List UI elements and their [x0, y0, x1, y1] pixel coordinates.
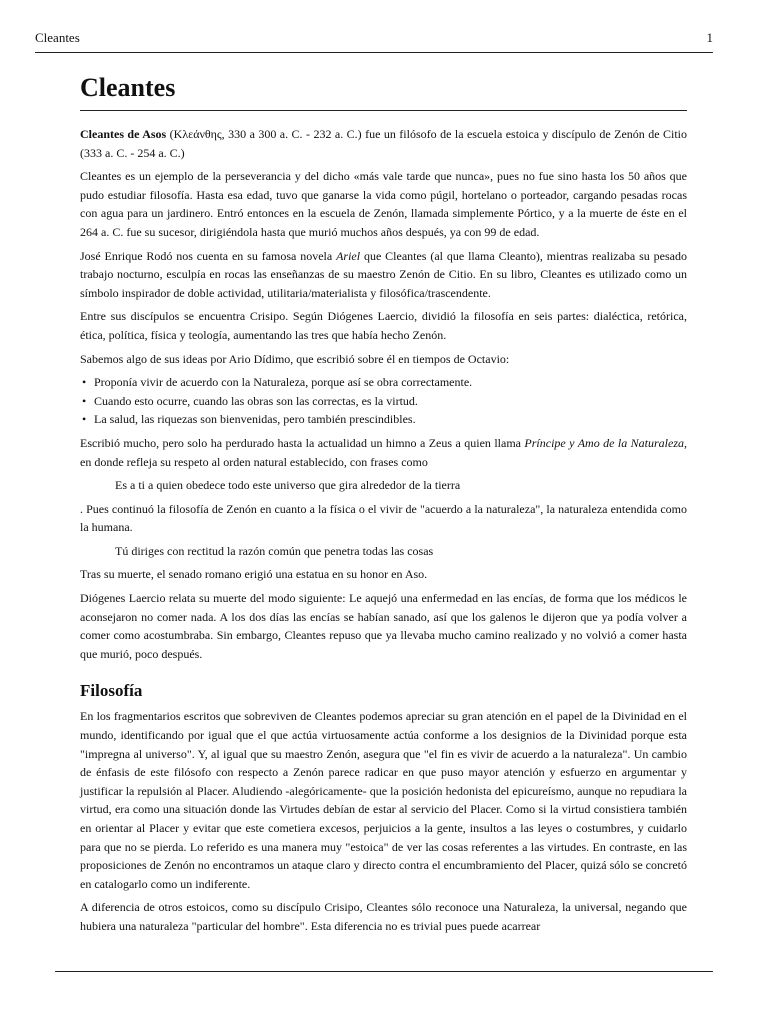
list-item: • Proponía vivir de acuerdo con la Naturaleza, porque así se obra correctamente. — [80, 373, 687, 392]
paragraph-philosophy-2: A diferencia de otros estoicos, como su discípulo Crisipo, Cleantes sólo reconoce una Naturaleza, la universal, negando que hubiera una naturaleza "particular del hombre". Esta diferencia no es trivial pues puede acarrear — [80, 900, 687, 933]
list-item: • La salud, las riquezas son bienvenidas, pero también prescindibles. — [80, 410, 687, 429]
paragraph-statue: Tras su muerte, el senado romano erigió una estatua en su honor en Aso. — [80, 567, 428, 582]
article-body — [80, 70, 687, 941]
rodo-text-b: que Cleantes (al que llama Cleanto), mientras realizaba su pesado trabajo nocturno, esculpía en rocas las enseñanzas de su maestro Zenón de Citio. En su libro, Cleantes es utilizado como un símbolo inspirador de doble actividad, utilitaria/materialista y filosófica/trascendente. — [80, 248, 687, 300]
paragraph-ario: Sabemos algo de sus ideas por Ario Dídimo, que escribió sobre él en tiempos de Octavio: — [80, 351, 510, 366]
page-title: Cleantes — [80, 70, 687, 111]
ideas-list — [80, 373, 687, 429]
paragraph-perseverance: Cleantes es un ejemplo de la perseverancia y del dicho «más vale tarde que nunca», pues no fue sino hasta los 50 años que pudo estudiar filosofía. Hasta esa edad, tuvo que ganarse la vida como púgil, hortelano o porteador, cargando pesadas rocas con agua para un jardinero. Entró entonces en la escuela de Zenón, llamada simplemente Pórtico, y a la muerte de éste en el 264 a. C. fue su sucesor, dirigiéndola hasta que murió muchos años después, ya con 99 de edad. — [80, 169, 687, 239]
intro-name: Cleantes de Asos — [80, 127, 167, 141]
hymn-text-a: Escribió mucho, pero solo ha perdurado hasta la actualidad un himno a Zeus a quien llama — [80, 435, 525, 450]
rodo-text-a: José Enrique Rodó nos cuenta en su famosa novela — [80, 248, 337, 263]
page-number: 1 — [706, 30, 713, 45]
hymn-text-b: , en donde refleja su respeto al orden natural establecido, con frases como — [80, 435, 687, 469]
hymn-title: Príncipe y Amo de la Naturaleza — [524, 435, 684, 450]
intro-rest: (Κλεάνθης, 330 a 300 a. C. - 232 a. C.) fue un filósofo de la escuela estoica y discípulo de Zenón de Citio (333 a. C. - 254 a. C.) — [80, 127, 688, 160]
paragraph-philosophy-1: En los fragmentarios escritos que sobreviven de Cleantes podemos apreciar su gran atención en el papel de la Divinidad en el mundo, identificando por igual que el que actúa virtuosamente actúa conforme a los designios de la Divinidad porque esta "impregna al universo". Y, al igual que su maestro Zenón, asegura que "el fin es vivir de acuerdo a la naturaleza". Un cambio de énfasis de este filósofo con respecto a Zenón parece radicar en que puso mayor atención y esfuerzo en argumentar y justificar la repulsión al Placer. Aludiendo -alegóricamente- que la posición hedonista del epicureísmo, aunque no repudiara la virtud, era como una situación donde las Virtudes debían de estar al servicio del Placer. Como si la virtud consistiera también en orientar al Placer y evitar que este cometiera excesos, perjuicios a la gente, insultos a las leyes o costumbres, y cuidarlo para que no se pierda. Lo referido es una manera muy "estoica" de ver las cosas referentes a las virtudes. En contraste, en las proposiciones de Zenón no encontramos un ataque claro y directo contra el encumbramiento del Placer, quizá sólo se concretó en catalogarlo como un indiferente. — [80, 709, 687, 891]
rodo-novel-title: Ariel — [336, 248, 361, 263]
running-title: Cleantes — [35, 30, 80, 45]
list-item: • Cuando esto ocurre, cuando las obras son las correctas, es la virtud. — [80, 392, 687, 411]
intro-paragraph — [80, 125, 687, 162]
section-heading-filosofia: Filosofía — [80, 681, 143, 701]
paragraph-hymn — [80, 434, 687, 471]
footer-rule — [55, 971, 713, 972]
running-header — [35, 30, 713, 53]
quote-reason: Tú diriges con rectitud la razón común que penetra todas las cosas — [115, 543, 434, 558]
quote-universe: Es a ti a quien obedece todo este universo que gira alrededor de la tierra — [115, 478, 461, 493]
paragraph-death: Diógenes Laercio relata su muerte del modo siguiente: Le aquejó una enfermedad en las encías, de forma que los médicos le aconsejaron no comer nada. A los dos días las encías se habían sanado, así que los galenos le dijeron que ya podía volver a comer como acostumbraba. Sin embargo, Cleantes repuso que ya llevaba mucho camino realizado y no volvió a comer hasta que murió, poco después. — [80, 591, 687, 661]
paragraph-rodo — [80, 247, 687, 303]
paragraph-physics: . Pues continuó la filosofía de Zenón en cuanto a la física o el vivir de "acuerdo a la naturaleza", la naturaleza entendida como la humana. — [80, 501, 687, 535]
paragraph-disciples: Entre sus discípulos se encuentra Crisipo. Según Diógenes Laercio, dividió la filosofía en seis partes: dialéctica, retórica, ética, política, física y teología, aumentando las tres que había hecho Zenón. — [80, 309, 687, 342]
